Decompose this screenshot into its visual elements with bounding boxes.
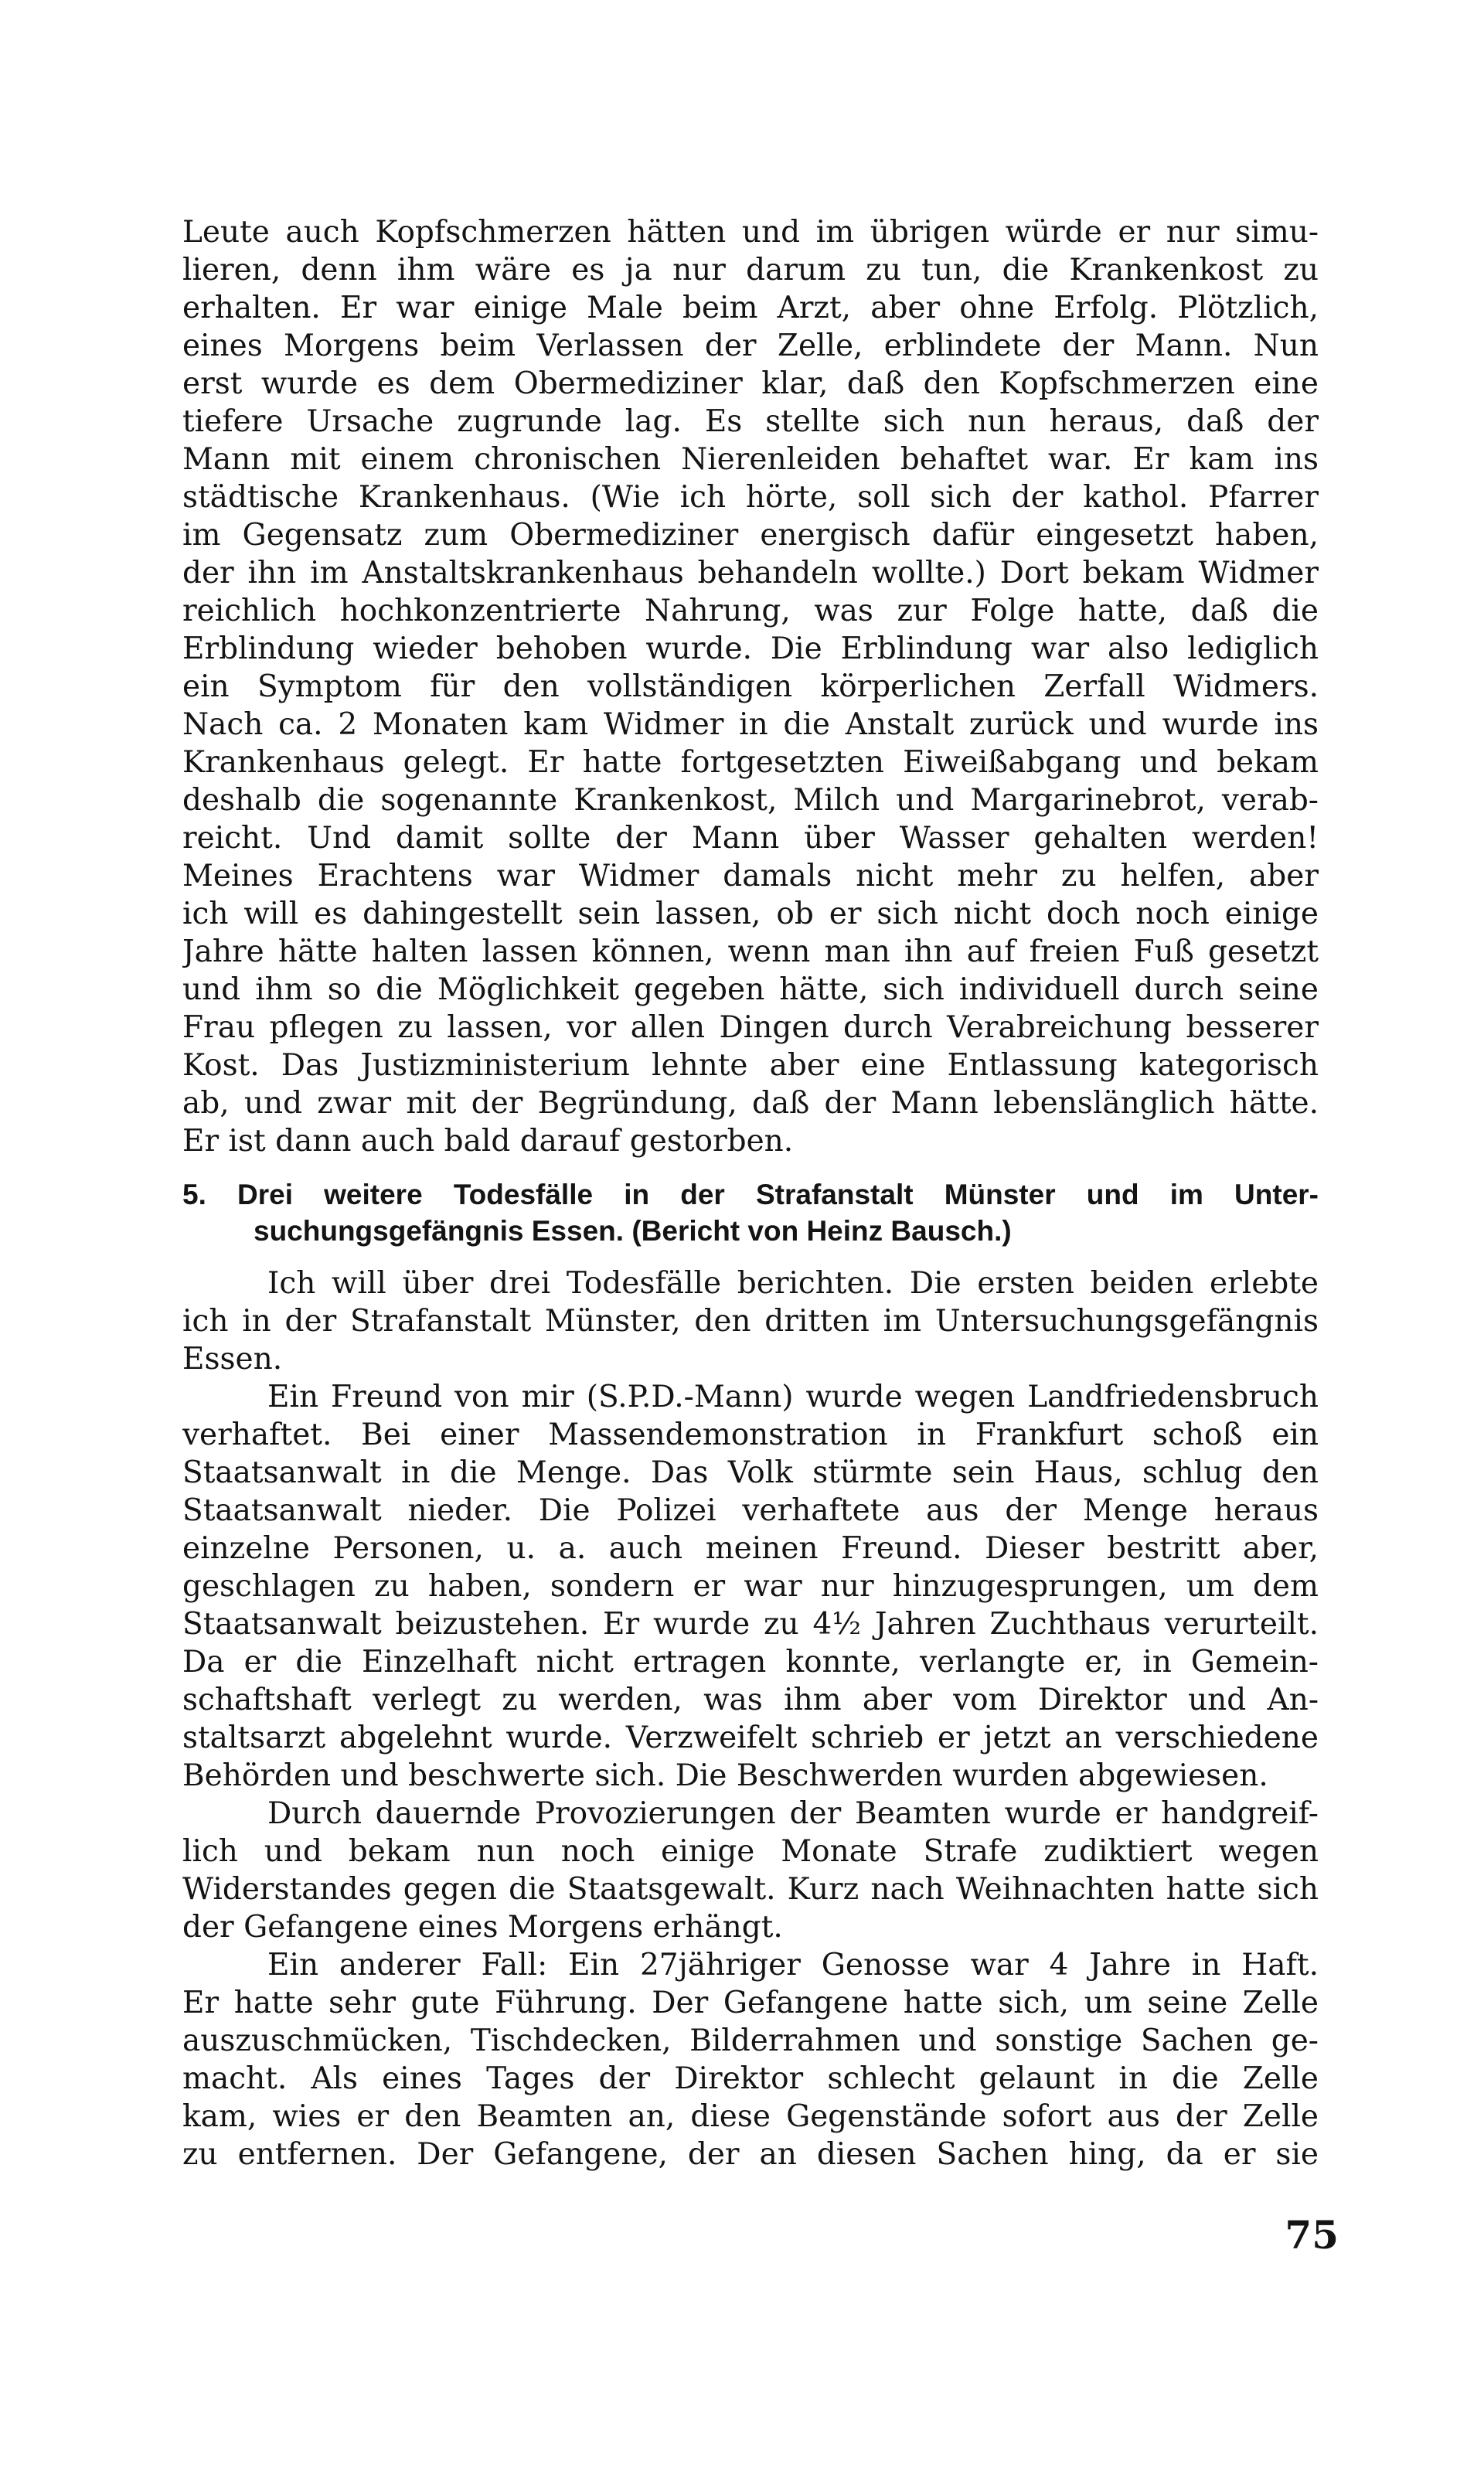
text-line: lieren, denn ihm wäre es ja nur darum zu tun, die Krankenkost zu [182, 253, 1319, 288]
page-number: 75 [1285, 2212, 1339, 2258]
text-line: deshalb die sogenannte Krankenkost, Milch und Margarinebrot, verab- [182, 783, 1319, 818]
text-line: Essen. [182, 1342, 283, 1377]
text-line: Staatsanwalt nieder. Die Polizei verhaftete aus der Menge heraus [182, 1493, 1319, 1528]
text-line: Er ist dann auch bald darauf gestorben. [182, 1124, 794, 1159]
text-line: Krankenhaus gelegt. Er hatte fortgesetzten Eiweißabgang und bekam [182, 745, 1319, 780]
text-line: der Gefangene eines Morgens erhängt. [182, 1910, 783, 1945]
text-line: im Gegensatz zum Obermediziner energisch dafür eingesetzt haben, [182, 518, 1319, 553]
text-line: ich in der Strafanstalt Münster, den dritten im Untersuchungsgefängnis [182, 1304, 1319, 1339]
text-line: eines Morgens beim Verlassen der Zelle, erblindete der Mann. Nun [182, 328, 1319, 363]
section-body [182, 1264, 1319, 2173]
text-line: verhaftet. Bei einer Massendemonstration in Frankfurt schoß ein [182, 1418, 1319, 1452]
text-line: staltsarzt abgelehnt wurde. Verzweifelt schrieb er jetzt an verschiedene [182, 1721, 1319, 1755]
text-line: ein Symptom für den vollständigen körperlichen Zerfall Widmers. [182, 669, 1319, 704]
text-line: Erblindung wieder behoben wurde. Die Erblindung war also lediglich [182, 631, 1319, 666]
text-line: kam, wies er den Beamten an, diese Gegenstände sofort aus der Zelle [182, 2099, 1319, 2134]
text-line: Widerstandes gegen die Staatsgewalt. Kurz nach Weihnachten hatte sich [182, 1872, 1319, 1907]
text-line: Frau pflegen zu lassen, vor allen Dingen durch Verabreichung besserer [182, 1010, 1319, 1045]
text-line: der ihn im Anstaltskrankenhaus behandeln wollte.) Dort bekam Widmer [182, 556, 1319, 591]
text-line: Ich will über drei Todesfälle berichten. Die ersten beiden erlebte [267, 1266, 1319, 1301]
heading-line: 5. Drei weitere Todesfälle in der Strafanstalt Münster und im Unter- [182, 1179, 1319, 1210]
text-line: Nach ca. 2 Monaten kam Widmer in die Anstalt zurück und wurde ins [182, 707, 1319, 742]
text-line: reicht. Und damit sollte der Mann über Wasser gehalten werden! [182, 821, 1319, 856]
text-line: Kost. Das Justizministerium lehnte aber eine Entlassung kategorisch [182, 1048, 1319, 1083]
text-line: ich will es dahingestellt sein lassen, ob er sich nicht doch noch einige [182, 897, 1319, 931]
text-line: schaftshaft verlegt zu werden, was ihm aber vom Direktor und An- [182, 1683, 1319, 1717]
text-line: auszuschmücken, Tischdecken, Bilderrahmen und sonstige Sachen ge- [182, 2023, 1319, 2058]
text-line: Mann mit einem chronischen Nierenleiden behaftet war. Er kam ins [182, 442, 1319, 477]
text-line: zu entfernen. Der Gefangene, der an diesen Sachen hing, da er sie [182, 2137, 1319, 2172]
text-line: tiefere Ursache zugrunde lag. Es stellte sich nun heraus, daß der [182, 404, 1319, 439]
text-line: städtische Krankenhaus. (Wie ich hörte, soll sich der kathol. Pfarrer [182, 480, 1319, 515]
text-line: und ihm so die Möglichkeit gegeben hätte, sich individuell durch seine [182, 972, 1319, 1007]
text-line: reichlich hochkonzentrierte Nahrung, was zur Folge hatte, daß die [182, 594, 1319, 628]
text-line: Leute auch Kopfschmerzen hätten und im übrigen würde er nur simu- [182, 215, 1319, 250]
text-line: ab, und zwar mit der Begründung, daß der Mann lebenslänglich hätte. [182, 1086, 1319, 1121]
text-line: Ein anderer Fall: Ein 27jähriger Genosse war 4 Jahre in Haft. [267, 1948, 1319, 1983]
text-line: erhalten. Er war einige Male beim Arzt, aber ohne Erfolg. Plötzlich, [182, 291, 1319, 325]
text-line: geschlagen zu haben, sondern er war nur hinzugesprungen, um dem [182, 1569, 1319, 1604]
text-line: Staatsanwalt beizustehen. Er wurde zu 4½ Jahren Zuchthaus verurteilt. [182, 1607, 1319, 1642]
text-line: Jahre hätte halten lassen können, wenn man ihn auf freien Fuß gesetzt [182, 934, 1319, 969]
paragraph-widmer-continuation [182, 213, 1319, 1160]
text-line: Staatsanwalt in die Menge. Das Volk stürmte sein Haus, schlug den [182, 1455, 1319, 1490]
text-line: Ein Freund von mir (S.P.D.-Mann) wurde wegen Landfriedensbruch [267, 1380, 1319, 1414]
text-line: Da er die Einzelhaft nicht ertragen konnte, verlangte er, in Gemein- [182, 1645, 1319, 1680]
heading-line: suchungsgefängnis Essen. (Bericht von Heinz Bausch.) [254, 1215, 1012, 1247]
section-heading [182, 1176, 1319, 1249]
text-line: einzelne Personen, u. a. auch meinen Freund. Dieser bestritt aber, [182, 1531, 1319, 1566]
text-line: Durch dauernde Provozierungen der Beamten wurde er handgreif- [267, 1796, 1319, 1831]
text-line: Behörden und beschwerte sich. Die Beschwerden wurden abgewiesen. [182, 1758, 1268, 1793]
text-line: lich und bekam nun noch einige Monate Strafe zudiktiert wegen [182, 1834, 1319, 1869]
text-line: Er hatte sehr gute Führung. Der Gefangene hatte sich, um seine Zelle [182, 1986, 1319, 2020]
text-line: Meines Erachtens war Widmer damals nicht mehr zu helfen, aber [182, 859, 1319, 893]
text-line: macht. Als eines Tages der Direktor schlecht gelaunt in die Zelle [182, 2061, 1319, 2096]
text-line: erst wurde es dem Obermediziner klar, daß den Kopfschmerzen eine [182, 366, 1319, 401]
